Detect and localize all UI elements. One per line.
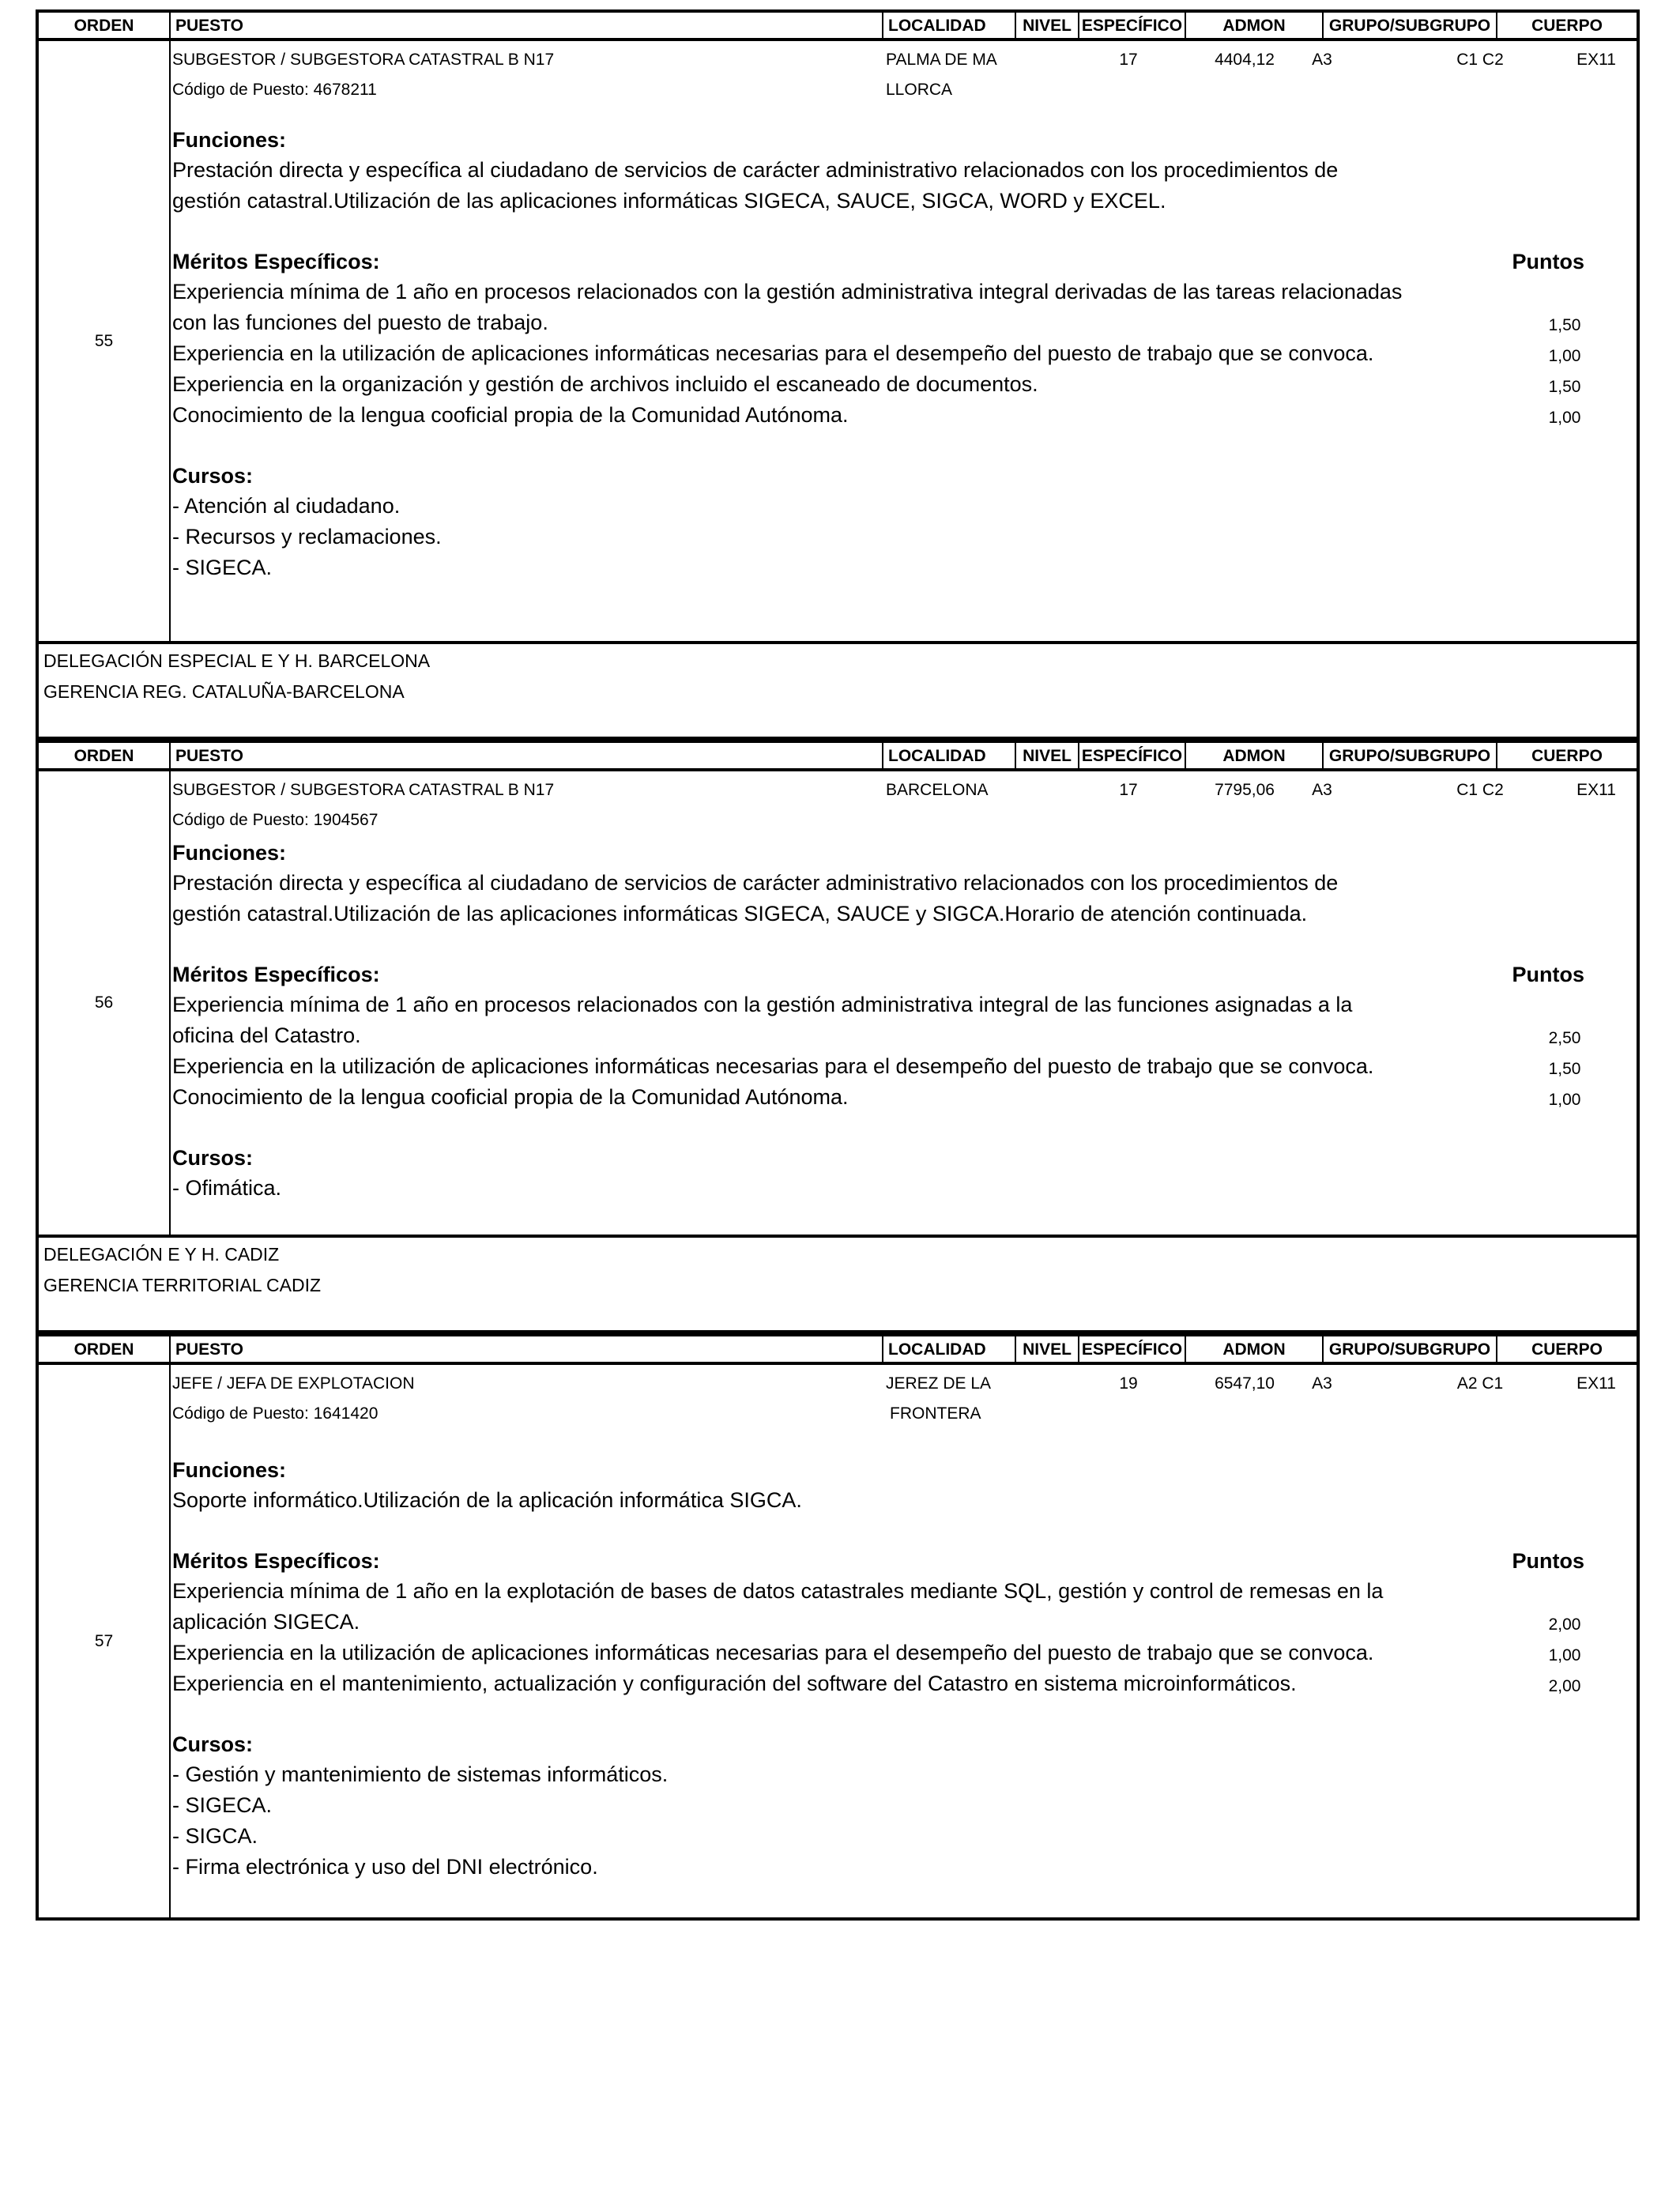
funciones-text: gestión catastral.Utilización de las aplicaciones informáticas SIGECA, SAUCE y SIGCA.Horario de atención continuada. (172, 902, 1308, 925)
merito-points: 2,50 (1548, 1029, 1581, 1047)
merito-item (172, 307, 1637, 338)
curso-item: - Firma electrónica y uso del DNI electrónico. (172, 1855, 598, 1879)
header-admon: ADMON (1186, 1336, 1324, 1362)
delegacion-header (36, 1238, 1640, 1333)
gerencia-name: GERENCIA TERRITORIAL CADIZ (43, 1275, 322, 1295)
position-summary-row (172, 1368, 1637, 1400)
code-row (172, 806, 1637, 838)
merito-points: 1,00 (1548, 347, 1581, 365)
localidad: BARCELONA (886, 781, 989, 799)
funciones-text: Prestación directa y específica al ciudadano de servicios de carácter administrativo relacionados con los procedimientos de (172, 158, 1339, 182)
cursos-title: Cursos: (172, 464, 254, 488)
localidad: PALMA DE MA (886, 51, 997, 69)
cuerpo: EX11 (1576, 51, 1616, 69)
meritos-header (172, 959, 1637, 990)
position-content (171, 771, 1637, 1235)
merito-text: Experiencia en la organización y gestión de archivos incluido el escaneado de documentos. (172, 372, 1038, 396)
codigo-puesto: Código de Puesto: 1904567 (172, 811, 379, 829)
header-grupo: GRUPO/SUBGRUPO (1324, 1336, 1497, 1362)
funciones-title: Funciones: (172, 1458, 287, 1482)
delegacion-header (36, 644, 1640, 740)
curso-item: - Gestión y mantenimiento de sistemas informáticos. (172, 1762, 669, 1786)
header-localidad: LOCALIDAD (883, 743, 1016, 768)
puesto-name: SUBGESTOR / SUBGESTORA CATASTRAL B N17 (172, 781, 555, 799)
header-admon: ADMON (1186, 13, 1324, 38)
merito-text: aplicación SIGECA. (172, 1610, 360, 1634)
header-cuerpo: CUERPO (1531, 17, 1603, 35)
localidad: JEREZ DE LA (886, 1374, 992, 1393)
merito-item (172, 400, 1637, 431)
grupo: C1 C2 (1456, 51, 1504, 69)
header-grupo: GRUPO/SUBGRUPO (1324, 743, 1497, 768)
merito-text: con las funciones del puesto de trabajo. (172, 311, 548, 334)
merito-item (172, 1607, 1637, 1638)
merito-points: 2,00 (1548, 1677, 1581, 1695)
localidad-continued: FRONTERA (890, 1404, 981, 1423)
cursos-title: Cursos: (172, 1732, 254, 1756)
puesto-name: JEFE / JEFA DE EXPLOTACION (172, 1374, 415, 1393)
position-content (171, 41, 1637, 641)
merito-points: 1,00 (1548, 1091, 1581, 1109)
header-especifico: ESPECÍFICO (1079, 13, 1186, 38)
header-localidad: LOCALIDAD (883, 1336, 1016, 1362)
puntos-label: Puntos (1512, 1549, 1584, 1573)
merito-text: Conocimiento de la lengua cooficial propia de la Comunidad Autónoma. (172, 403, 849, 427)
header-nivel: NIVEL (1016, 13, 1079, 38)
table-header (36, 9, 1640, 41)
funciones-text: Soporte informático.Utilización de la aplicación informática SIGCA. (172, 1488, 802, 1512)
especifico: 7795,06 (1215, 781, 1275, 799)
meritos-header (172, 247, 1637, 277)
nivel: 17 (1119, 781, 1138, 799)
meritos-title: Méritos Específicos: (172, 1549, 380, 1573)
position-summary-row (172, 44, 1637, 76)
merito-points: 1,50 (1548, 378, 1581, 396)
especifico: 4404,12 (1215, 51, 1275, 69)
merito-item (172, 1638, 1637, 1668)
header-grupo: GRUPO/SUBGRUPO (1324, 13, 1497, 38)
gerencia-name: GERENCIA REG. CATALUÑA-BARCELONA (43, 681, 405, 702)
header-orden: ORDEN (39, 743, 171, 768)
merito-item (172, 1668, 1637, 1699)
grupo: A2 C1 (1456, 1374, 1504, 1393)
position-block-55 (36, 41, 1640, 644)
header-especifico: ESPECÍFICO (1079, 743, 1186, 768)
merito-points: 1,50 (1548, 316, 1581, 334)
nivel: 19 (1119, 1374, 1138, 1393)
header-puesto: PUESTO (171, 743, 883, 768)
merito-points: 1,00 (1548, 1646, 1581, 1664)
merito-text: Experiencia mínima de 1 año en procesos relacionados con la gestión administrativa integral derivadas de las tareas relacionadas (172, 280, 1403, 303)
merito-item (172, 1082, 1637, 1113)
admon: A3 (1312, 51, 1332, 69)
meritos-header (172, 1546, 1637, 1576)
merito-points: 1,00 (1548, 409, 1581, 427)
position-summary-row (172, 775, 1637, 806)
cursos-title: Cursos: (172, 1146, 254, 1170)
header-localidad: LOCALIDAD (883, 13, 1016, 38)
especifico: 6547,10 (1215, 1374, 1275, 1393)
curso-item: - SIGECA. (172, 1793, 273, 1817)
header-nivel: NIVEL (1016, 743, 1079, 768)
merito-item (172, 1020, 1637, 1051)
header-puesto: PUESTO (171, 1336, 883, 1362)
position-content (171, 1365, 1637, 1917)
orden-number: 55 (39, 41, 171, 641)
merito-text: Experiencia en el mantenimiento, actualización y configuración del software del Catastro en sistema microinformáticos. (172, 1672, 1297, 1695)
header-cuerpo: CUERPO (1531, 1340, 1603, 1359)
header-especifico: ESPECÍFICO (1079, 1336, 1186, 1362)
table-header (36, 740, 1640, 771)
puesto-name: SUBGESTOR / SUBGESTORA CATASTRAL B N17 (172, 51, 555, 69)
orden-number: 57 (39, 1365, 171, 1917)
meritos-title: Méritos Específicos: (172, 963, 380, 986)
merito-text: oficina del Catastro. (172, 1023, 361, 1047)
header-cuerpo: CUERPO (1531, 747, 1603, 765)
admon: A3 (1312, 781, 1332, 799)
curso-item: - Atención al ciudadano. (172, 494, 401, 518)
funciones-text: Prestación directa y específica al ciudadano de servicios de carácter administrativo relacionados con los procedimientos de (172, 871, 1339, 895)
merito-text: Experiencia en la utilización de aplicaciones informáticas necesarias para el desempeño del puesto de trabajo que se convoca. (172, 1054, 1374, 1078)
header-orden: ORDEN (39, 13, 171, 38)
merito-item (172, 369, 1637, 400)
merito-text: Experiencia en la utilización de aplicaciones informáticas necesarias para el desempeño del puesto de trabajo que se convoca. (172, 341, 1374, 365)
document-page (36, 9, 1640, 1921)
header-nivel: NIVEL (1016, 1336, 1079, 1362)
position-block-57 (36, 1365, 1640, 1921)
funciones-text: gestión catastral.Utilización de las aplicaciones informáticas SIGECA, SAUCE, SIGCA, WORD y EXCEL. (172, 189, 1166, 213)
delegacion-name: DELEGACIÓN ESPECIAL E Y H. BARCELONA (43, 650, 431, 671)
grupo: C1 C2 (1456, 781, 1504, 799)
merito-text: Conocimiento de la lengua cooficial propia de la Comunidad Autónoma. (172, 1085, 849, 1109)
curso-item: - Recursos y reclamaciones. (172, 525, 442, 548)
codigo-puesto: Código de Puesto: 1641420 (172, 1404, 379, 1423)
admon: A3 (1312, 1374, 1332, 1393)
code-row (172, 76, 1637, 107)
codigo-puesto: Código de Puesto: 4678211 (172, 81, 377, 99)
funciones-title: Funciones: (172, 128, 287, 152)
curso-item: - SIGECA. (172, 556, 273, 579)
position-block-56 (36, 771, 1640, 1238)
merito-points: 1,50 (1548, 1060, 1581, 1078)
header-admon: ADMON (1186, 743, 1324, 768)
curso-item: - Ofimática. (172, 1176, 282, 1200)
merito-text: Experiencia en la utilización de aplicaciones informáticas necesarias para el desempeño del puesto de trabajo que se convoca. (172, 1641, 1374, 1664)
merito-item (172, 1051, 1637, 1082)
header-puesto: PUESTO (171, 13, 883, 38)
merito-text: Experiencia mínima de 1 año en la explotación de bases de datos catastrales mediante SQL, gestión y control de remesas en la (172, 1579, 1384, 1603)
puntos-label: Puntos (1512, 963, 1584, 986)
header-orden: ORDEN (39, 1336, 171, 1362)
merito-points: 2,00 (1548, 1615, 1581, 1634)
localidad-continued: LLORCA (886, 81, 953, 99)
merito-item (172, 338, 1637, 369)
puntos-label: Puntos (1512, 250, 1584, 273)
nivel: 17 (1119, 51, 1138, 69)
meritos-title: Méritos Específicos: (172, 250, 380, 273)
merito-text: Experiencia mínima de 1 año en procesos relacionados con la gestión administrativa integral de las funciones asignadas a la (172, 993, 1353, 1016)
cuerpo: EX11 (1576, 1374, 1616, 1393)
orden-number: 56 (39, 771, 171, 1235)
code-row (172, 1400, 1637, 1431)
table-header (36, 1333, 1640, 1365)
funciones-title: Funciones: (172, 841, 287, 865)
curso-item: - SIGCA. (172, 1824, 258, 1848)
cuerpo: EX11 (1576, 781, 1616, 799)
delegacion-name: DELEGACIÓN E Y H. CADIZ (43, 1244, 280, 1265)
